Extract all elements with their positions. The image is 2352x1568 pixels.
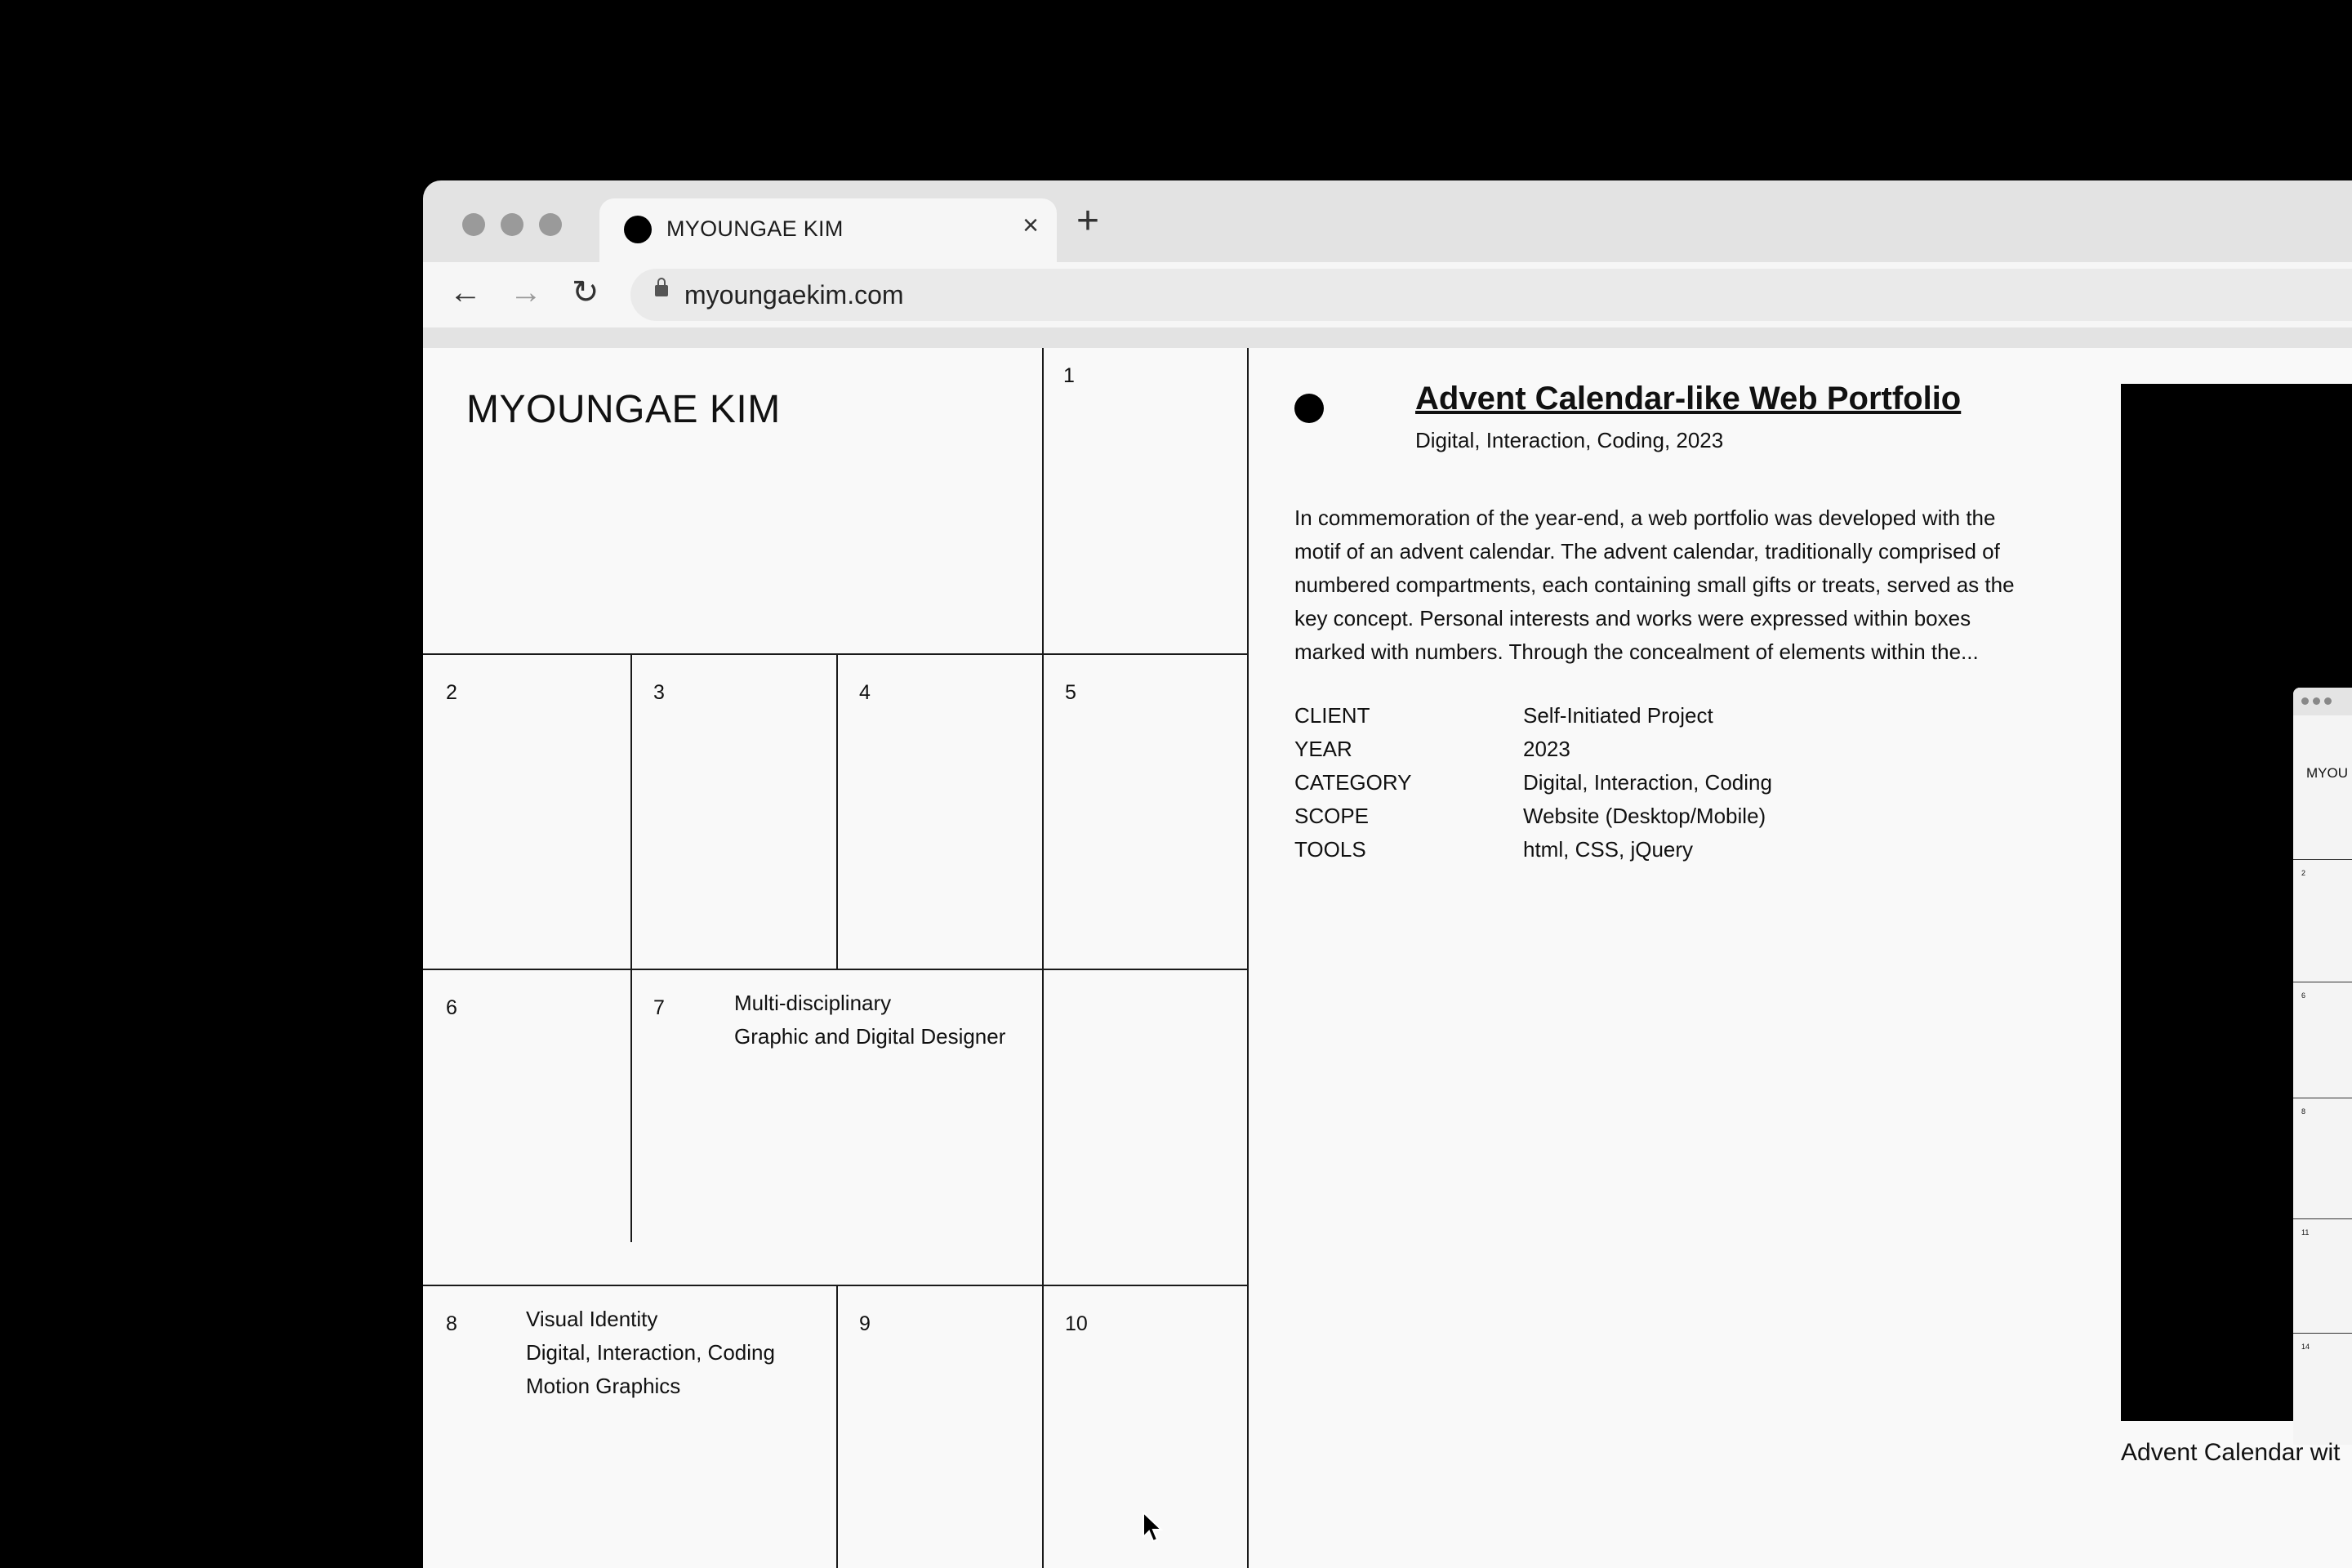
meta-value: Website (Desktop/Mobile)	[1523, 804, 1766, 828]
browser-toolbar	[423, 262, 2352, 327]
cell-2[interactable]: 2	[446, 681, 457, 704]
grid-line	[423, 1285, 1249, 1286]
preview-caption: Advent Calendar wit	[2121, 1439, 2341, 1466]
url-text[interactable]: myoungaekim.com	[684, 280, 904, 310]
page-content	[423, 348, 2352, 1568]
cell-4[interactable]: 4	[859, 681, 871, 704]
mini-toolbar	[2293, 688, 2352, 715]
grid-line	[1042, 348, 1044, 1568]
cell-5[interactable]: 5	[1065, 681, 1076, 704]
meta-value: Digital, Interaction, Coding	[1523, 770, 1772, 795]
mini-num: 14	[2301, 1343, 2310, 1351]
mini-site-title: MYOU	[2306, 765, 2348, 781]
meta-row	[1294, 699, 1772, 733]
favicon-icon	[624, 216, 652, 243]
meta-value: html, CSS, jQuery	[1523, 837, 1694, 862]
about-line: Graphic and Digital Designer	[734, 1024, 1006, 1049]
back-icon[interactable]: ←	[449, 274, 482, 310]
mini-num: 8	[2301, 1107, 2306, 1116]
browser-tab[interactable]	[599, 198, 1057, 264]
address-bar[interactable]	[630, 269, 2352, 321]
work-category[interactable]: Visual Identity	[526, 1307, 658, 1331]
work-categories	[526, 1303, 775, 1403]
meta-value: 2023	[1523, 737, 1570, 761]
project-subtitle: Digital, Interaction, Coding, 2023	[1415, 428, 1724, 452]
project-bullet-icon	[1294, 394, 1324, 423]
meta-row	[1294, 833, 1772, 866]
tab-title: MYOUNGAE KIM	[666, 216, 844, 241]
meta-key: CLIENT	[1294, 703, 1370, 728]
grid-line	[836, 654, 838, 969]
cell-10[interactable]: 10	[1065, 1312, 1088, 1335]
meta-row	[1294, 766, 1772, 800]
cell-1[interactable]: 1	[1063, 364, 1075, 387]
cell-3[interactable]: 3	[653, 681, 665, 704]
meta-key: CATEGORY	[1294, 770, 1412, 795]
mouse-cursor-icon	[1142, 1511, 1165, 1545]
work-category[interactable]: Motion Graphics	[526, 1374, 681, 1398]
cell-9[interactable]: 9	[859, 1312, 871, 1335]
meta-key: YEAR	[1294, 737, 1352, 761]
site-title[interactable]: MYOUNGAE KIM	[466, 388, 781, 431]
preview-browser-screenshot	[2293, 688, 2352, 1445]
meta-key: SCOPE	[1294, 804, 1370, 828]
mini-num: 11	[2301, 1228, 2310, 1236]
meta-row	[1294, 733, 1772, 766]
cell-6[interactable]: 6	[446, 996, 457, 1019]
grid-line	[423, 969, 1249, 970]
project-title[interactable]: Advent Calendar-like Web Portfolio	[1415, 381, 1962, 416]
work-category[interactable]: Digital, Interaction, Coding	[526, 1340, 775, 1365]
reload-icon[interactable]: ↻	[572, 274, 599, 310]
grid-line	[836, 1285, 838, 1568]
grid-line	[423, 653, 1249, 655]
about-line: Multi-disciplinary	[734, 991, 892, 1015]
lock-icon	[655, 285, 668, 296]
grid-line	[630, 654, 632, 1242]
close-window-button[interactable]	[462, 213, 485, 236]
minimize-window-button[interactable]	[501, 213, 523, 236]
meta-key: TOOLS	[1294, 837, 1366, 862]
meta-row	[1294, 800, 1772, 833]
mini-num: 2	[2301, 869, 2306, 877]
project-description: In commemoration of the year-end, a web portfolio was developed with the motif of an advent calendar. The advent calendar, traditionally comprised of numbered compartments, each containing small gifts or treats, served as the key concept. Personal interests and works were expressed within boxes marked with numbers. Through the concealment of elements within the...	[1294, 506, 2015, 664]
new-tab-button[interactable]: +	[1076, 199, 1100, 243]
maximize-window-button[interactable]	[539, 213, 562, 236]
cell-8[interactable]: 8	[446, 1312, 457, 1335]
grid-line	[1247, 348, 1249, 1568]
meta-value: Self-Initiated Project	[1523, 703, 1713, 728]
about-text	[734, 987, 1005, 1054]
project-meta	[1294, 699, 1772, 866]
browser-window	[423, 180, 2352, 1568]
forward-icon[interactable]: →	[510, 274, 542, 310]
mini-num: 6	[2301, 991, 2306, 1000]
cell-7[interactable]: 7	[653, 996, 665, 1019]
close-tab-icon[interactable]: ×	[1022, 210, 1039, 241]
